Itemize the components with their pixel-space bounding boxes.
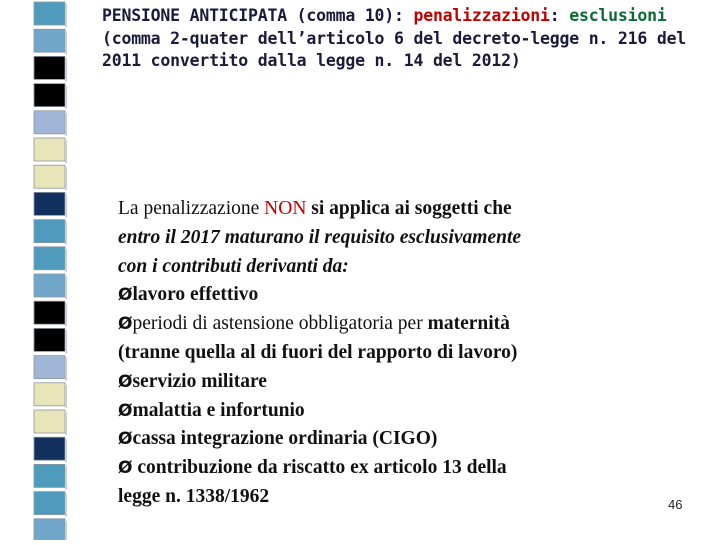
stripe-shadow [65,521,67,540]
stripe-shadow [65,358,67,381]
title-esclusioni: esclusioni [569,6,667,25]
stripe-shadow [65,303,67,326]
decorative-stripe [34,383,65,406]
stripe-shadow [65,439,67,462]
stripe-shadow [65,86,67,109]
stripe-shadow [65,31,67,54]
arrow-bullet-icon: Ø [118,285,133,306]
stripe-shadow [65,58,67,81]
decorative-stripe [34,220,65,243]
slide-body [118,195,678,512]
list-item: Øperiodi di astensione obbligatoria per maternità [118,313,510,335]
list-item: Øcassa integrazione ordinaria (CIGO) [118,428,438,450]
decorative-stripe [34,247,65,270]
list-item: Ømalattia e infortunio [118,399,305,421]
stripe-shadow [65,276,67,299]
body-line: La penalizzazione NON si applica ai soggetti che [118,198,512,219]
stripe-shadow [65,494,67,517]
decorative-stripe [34,301,65,324]
arrow-bullet-icon: Ø [118,314,133,335]
stripe-shadow [65,140,67,163]
decorative-stripe [34,492,65,515]
stripe-shadow [65,222,67,245]
title-text: PENSIONE ANTICIPATA (comma 10): [102,6,414,25]
decorative-stripe [34,328,65,351]
decorative-stripe [34,2,65,25]
arrow-bullet-icon: Ø [118,429,133,450]
decorative-stripe [34,56,65,79]
title-colon: : [549,6,570,25]
arrow-bullet-icon: Ø [118,371,133,392]
decorative-stripe [34,356,65,379]
non-emphasis: NON [264,198,307,219]
stripe-shadow [65,167,67,190]
stripe-shadow [65,4,67,27]
body-line: con i contributi derivanti da: [118,255,349,277]
decorative-stripe [34,519,65,540]
decorative-stripe [34,192,65,215]
list-item: Ø contribuzione da riscatto ex articolo 13 della [118,457,507,479]
stripe-shadow [65,466,67,489]
decorative-stripe [34,138,65,161]
body-line: entro il 2017 maturano il requisito esclusivamente [118,226,522,248]
decorative-stripe [34,84,65,107]
arrow-bullet-icon: Ø [118,458,133,479]
list-item-continuation: (tranne quella al di fuori del rapporto di lavoro) [118,341,518,363]
list-item-continuation: legge n. 1338/1962 [118,485,270,507]
stripe-shadow [65,330,67,353]
stripe-shadow [65,385,67,408]
title-reference: (comma 2-quater dell’articolo 6 del decreto-legge n. 216 del 2011 convertito dalla legge n. 14 del 2012) [102,28,687,70]
decorative-stripe-strip [0,0,90,540]
decorative-stripe [34,111,65,134]
decorative-stripe [34,437,65,460]
stripe-shadow [65,412,67,435]
arrow-bullet-icon: Ø [118,400,133,421]
stripe-pattern [0,0,90,540]
decorative-stripe [34,274,65,297]
title-penalizzazioni: penalizzazioni [413,6,550,25]
page-number: 46 [668,497,683,512]
decorative-stripe [34,410,65,433]
decorative-stripe [34,464,65,487]
decorative-stripe [34,29,65,52]
list-item: Ølavoro effettivo [118,284,259,306]
slide-title [102,5,702,73]
stripe-shadow [65,113,67,136]
stripe-shadow [65,194,67,217]
list-item: Øservizio militare [118,370,267,392]
decorative-stripe [34,165,65,188]
stripe-shadow [65,249,67,272]
